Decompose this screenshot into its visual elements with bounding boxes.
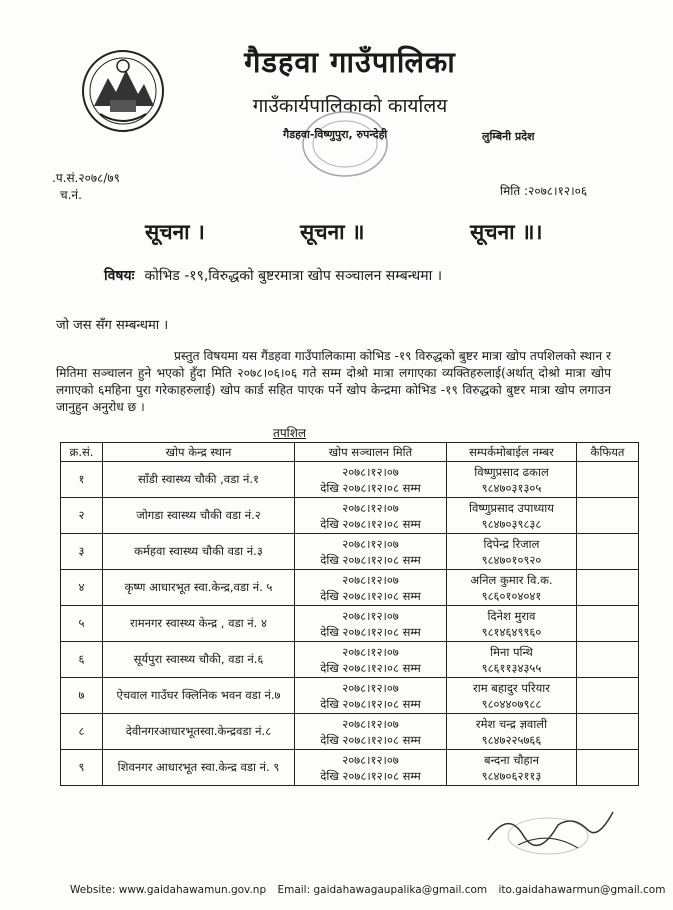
date-to: देखि २०७८।१२।०८ सम्म — [320, 696, 421, 711]
greeting: जो जस सँग सम्बन्धमा । — [56, 318, 169, 333]
contact-name: विष्णुप्रसाद उपाध्याय — [469, 500, 554, 515]
contact-name: दिपेन्द्र रिजाल — [483, 536, 540, 551]
vaccine-center: कृष्ण आधारभूत स्वा.केन्द्र,वडा नं. ५ — [103, 570, 295, 606]
serial-number: ५ — [61, 606, 103, 642]
province-label: लुम्बिनी प्रदेश — [482, 130, 535, 143]
remarks-cell — [577, 714, 639, 750]
table-row — [61, 534, 639, 570]
subject-label: विषयः — [104, 268, 135, 284]
serial-number: ७ — [61, 678, 103, 714]
remarks-cell — [577, 678, 639, 714]
letter-date: मिति :२०७८।१२।०६ — [500, 184, 588, 198]
date-from: २०७८।१२।०७ — [342, 716, 399, 731]
date-from: २०७८।१२।०७ — [342, 572, 399, 587]
remarks-cell — [577, 750, 639, 786]
serial-number: ९ — [61, 750, 103, 786]
date-to: देखि २०७८।१२।०८ सम्म — [320, 516, 421, 531]
vaccination-dates — [295, 642, 447, 678]
vaccination-dates — [295, 678, 447, 714]
contact-phone: ९८६११३४३५५ — [481, 660, 542, 675]
remarks-cell — [577, 462, 639, 498]
table-row — [61, 678, 639, 714]
contact-name: बन्दना चौहान — [484, 752, 539, 767]
column-header: खोप सञ्चालन मिति — [295, 443, 447, 462]
date-from: २०७८।१२।०७ — [342, 644, 399, 659]
date-to: देखि २०७८।१२।०८ सम्म — [320, 624, 421, 639]
serial-number: २ — [61, 498, 103, 534]
contact — [447, 714, 577, 750]
vaccine-center: कर्महवा स्वास्थ्य चौकी वडा नं.३ — [103, 534, 295, 570]
column-header: सम्पर्कमोबाईल नम्बर — [447, 443, 577, 462]
vaccine-center: देवीनगरआधारभूतस्वा.केन्द्रवडा नं.८ — [103, 714, 295, 750]
serial-number: ३ — [61, 534, 103, 570]
body-paragraph-text: प्रस्तुत विषयमा यस गैंडहवा गाउँपालिकामा कोभिड -१९ विरुद्धको बुष्टर मात्रा खोप तपशिलको स्थान र मितिमा सञ्चालन हुने भएको हुँदा मिति २०७८।०६।०६ गते सम्म दोश्रो मात्रा लगाएका व्यक्तिहरुलाई(अर्थात् दोश्रो मात्रा खोप लगाएको ६महिना पुरा गरेकाहरुलाई) खोप कार्ड सहित पाएक पर्ने खोप केन्द्रमा कोभिड -१९ विरुद्धको बुष्टर मात्रा खोप लगाउन जानुहुन अनुरोध छ । — [56, 349, 611, 414]
table-row — [61, 714, 639, 750]
table-row — [61, 498, 639, 534]
contact — [447, 570, 577, 606]
contact-name: अनिल कुमार वि.क. — [470, 572, 553, 587]
remarks-cell — [577, 642, 639, 678]
contact-phone: ९८४७०३१३०५ — [481, 480, 542, 495]
contact — [447, 462, 577, 498]
contact-phone: ९८६०१०४०४१ — [481, 588, 542, 603]
notice-word: सूचना ॥। — [470, 220, 543, 244]
contact — [447, 678, 577, 714]
contact-phone: ९८४७०१०९२० — [481, 552, 542, 567]
vaccination-dates — [295, 606, 447, 642]
office-title: गैडहवा गाउँपालिका — [244, 45, 456, 79]
date-from: २०७८।१२।०७ — [342, 536, 399, 551]
footer — [70, 884, 673, 896]
column-header: कैफियत — [577, 443, 639, 462]
table-row — [61, 462, 639, 498]
table-caption: तपशिल — [273, 426, 307, 440]
office-address: गैडहवा-विष्णुपुरा, रुपन्देही — [283, 128, 388, 141]
contact — [447, 606, 577, 642]
notice-word: सूचना । — [145, 220, 205, 244]
date-from: २०७८।१२।०७ — [342, 608, 399, 623]
vaccination-dates — [295, 570, 447, 606]
date-from: २०७८।१२।०७ — [342, 752, 399, 767]
table-row — [61, 570, 639, 606]
date-from: २०७८।१२।०७ — [342, 500, 399, 515]
office-stamp — [300, 108, 390, 180]
vaccination-dates — [295, 462, 447, 498]
contact-name: रमेश चन्द्र ज्ञवाली — [475, 716, 548, 731]
contact-name: विष्णुप्रसाद ढकाल — [474, 464, 549, 479]
body-paragraph — [56, 348, 611, 416]
table-row — [61, 642, 639, 678]
contact — [447, 642, 577, 678]
contact-phone: ९८४७०३९८३८ — [481, 516, 542, 531]
column-header: खोप केन्द्र स्थान — [103, 443, 295, 462]
contact-name: राम बहादुर परियार — [473, 680, 550, 695]
serial-number: ६ — [61, 642, 103, 678]
contact-phone: ९८४७०६२११३ — [481, 768, 542, 783]
contact-name: दिनेश मुराव — [487, 608, 536, 623]
serial-number: १ — [61, 462, 103, 498]
government-emblem-icon — [80, 48, 166, 134]
vaccine-center: रामनगर स्वास्थ्य केन्द्र , वडा नं. ४ — [103, 606, 295, 642]
date-to: देखि २०७८।१२।०८ सम्म — [320, 552, 421, 567]
contact — [447, 498, 577, 534]
serial-number: ८ — [61, 714, 103, 750]
vaccination-dates — [295, 534, 447, 570]
table-header-row — [61, 443, 639, 462]
signature — [478, 800, 618, 860]
date-to: देखि २०७८।१२।०८ सम्म — [320, 480, 421, 495]
date-from: २०७८।१२।०७ — [342, 680, 399, 695]
vaccine-center: शिवनगर आधारभूत स्वा.केन्द्र वडा नं. ९ — [103, 750, 295, 786]
vaccination-schedule-table — [60, 442, 639, 786]
date-from: २०७८।१२।०७ — [342, 464, 399, 479]
contact — [447, 750, 577, 786]
remarks-cell — [577, 570, 639, 606]
date-to: देखि २०७८।१२।०८ सम्म — [320, 660, 421, 675]
vaccine-center: साँडी स्वास्थ्य चौकी ,वडा नं.१ — [103, 462, 295, 498]
remarks-cell — [577, 606, 639, 642]
vaccination-dates — [295, 498, 447, 534]
dispatch-number: च.नं. — [60, 188, 82, 202]
serial-number: ४ — [61, 570, 103, 606]
footer-website: Website: www.gaidahawamun.gov.np — [70, 884, 267, 896]
contact-phone: ९८१४६४९९६० — [481, 624, 542, 639]
vaccination-dates — [295, 750, 447, 786]
vaccine-center: ऐचवाल गाउँघर क्लिनिक भवन वडा नं.७ — [103, 678, 295, 714]
contact-phone: ९८०४४०७९८८ — [481, 696, 542, 711]
subject-text: कोभिड -१९,विरुद्धको बुष्टरमात्रा खोप सञ्चालन सम्बन्धमा । — [144, 268, 443, 284]
date-to: देखि २०७८।१२।०८ सम्म — [320, 732, 421, 747]
footer-email: Email: gaidahawagaupalika@gmail.com — [277, 884, 488, 896]
subject-line — [104, 266, 442, 285]
notice-word: सूचना ॥ — [300, 220, 365, 244]
remarks-cell — [577, 498, 639, 534]
table-row — [61, 750, 639, 786]
contact-name: मिना पन्थि — [490, 644, 533, 659]
vaccine-center: सूर्यपुरा स्वास्थ्य चौकी, वडा नं.६ — [103, 642, 295, 678]
date-to: देखि २०७८।१२।०८ सम्म — [320, 588, 421, 603]
table-row — [61, 606, 639, 642]
contact-phone: ९८४७२२५७६६ — [481, 732, 542, 747]
vaccine-center: जोगडा स्वास्थ्य चौकी वडा नं.२ — [103, 498, 295, 534]
footer-email-secondary: ito.gaidahawarmun@gmail.com — [498, 884, 666, 896]
column-header: क्र.सं. — [61, 443, 103, 462]
contact — [447, 534, 577, 570]
office-subtitle: गाउँकार्यपालिकाको कार्यालय — [252, 95, 448, 117]
reference-number: .प.सं.२०७८/७९ — [52, 171, 120, 185]
remarks-cell — [577, 534, 639, 570]
vaccination-dates — [295, 714, 447, 750]
date-to: देखि २०७८।१२।०८ सम्म — [320, 768, 421, 783]
